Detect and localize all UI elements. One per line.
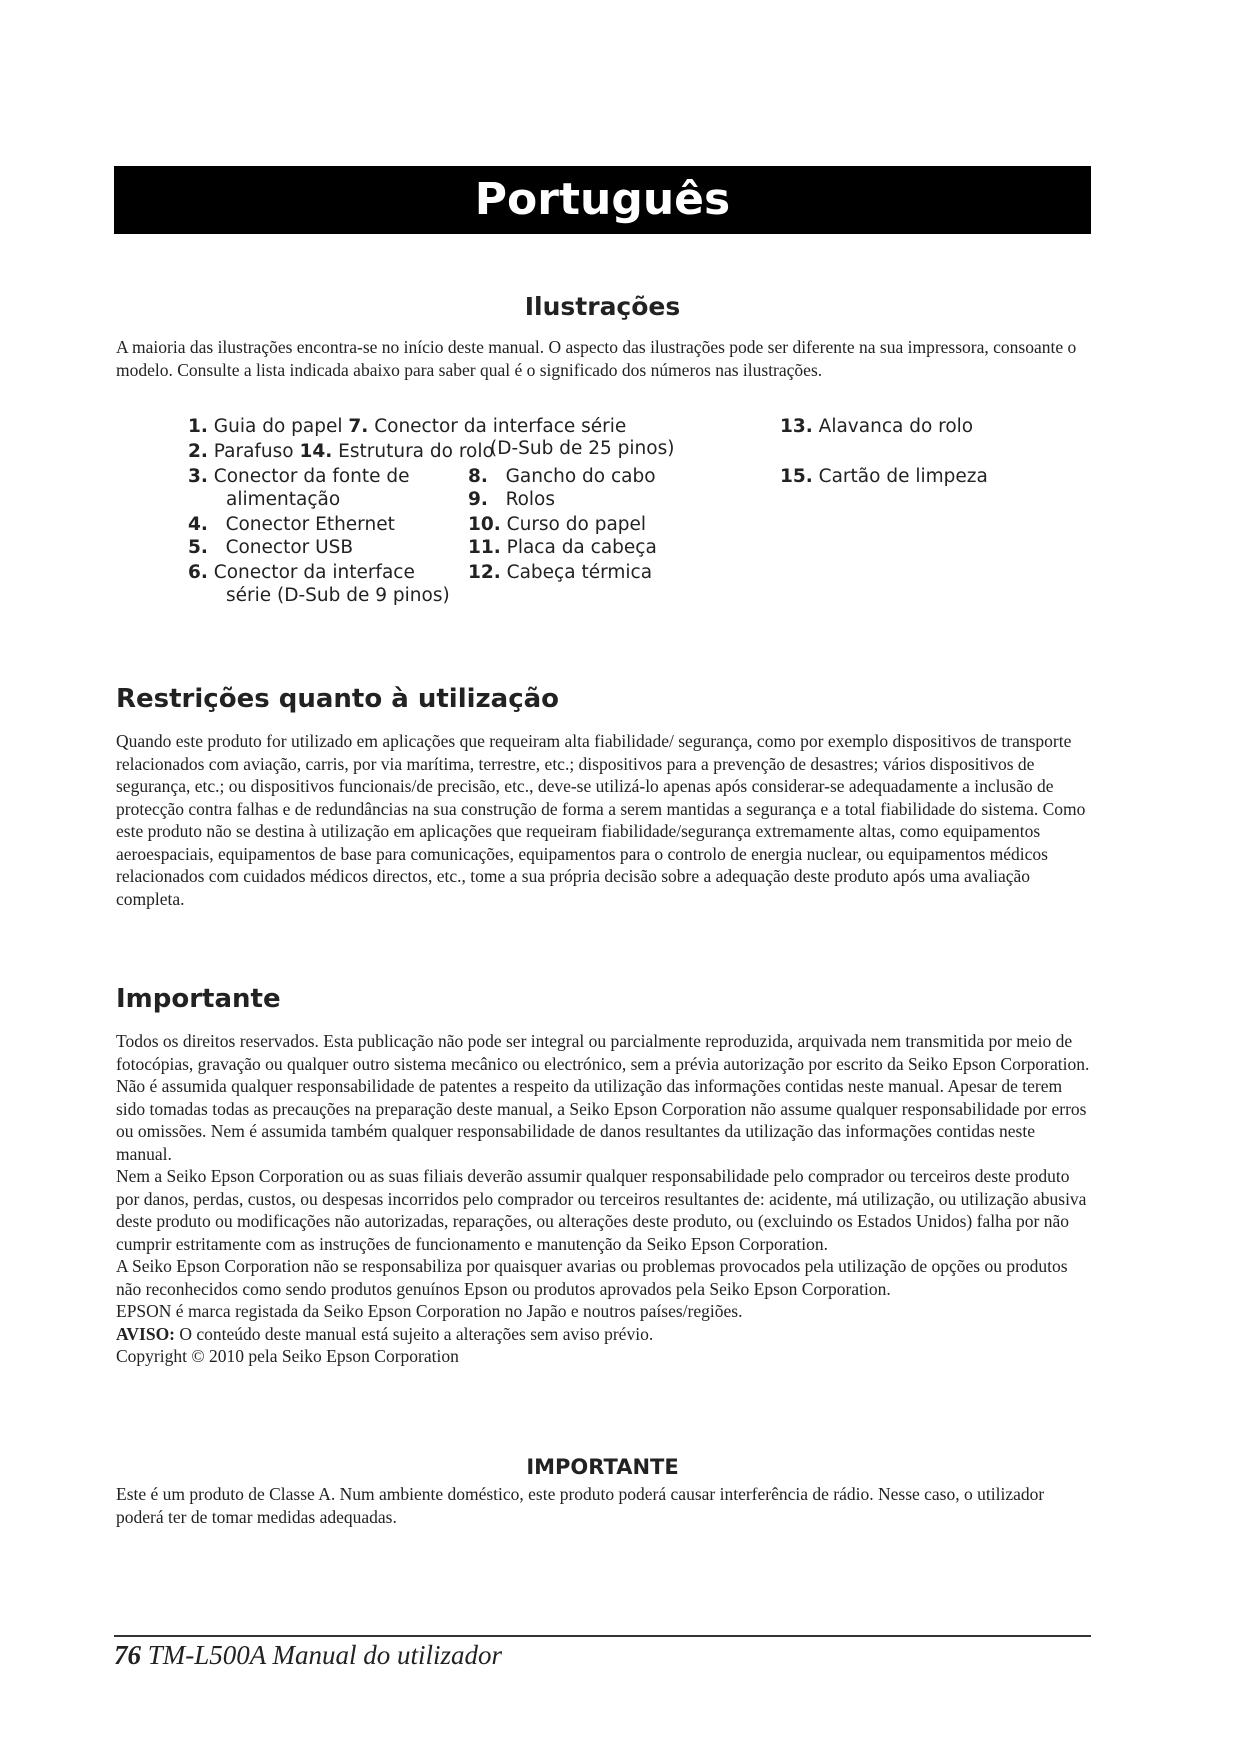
legend-item: 11. Placa da cabeça <box>468 537 657 558</box>
page-title: Português <box>474 174 731 225</box>
legend-item-continuation: (D-Sub de 25 pinos) <box>490 438 675 459</box>
legend-item: 5. Conector USB <box>188 537 354 558</box>
legend-item: 9. Rolos <box>468 489 556 510</box>
important-body <box>116 1030 1091 1368</box>
language-banner <box>114 166 1091 234</box>
page-number: 76 <box>114 1640 141 1670</box>
legend-item: 1. Guia do papel 7. Conector da interface série <box>188 416 627 437</box>
legend-item: 10. Curso do papel <box>468 514 647 535</box>
illustration-legend <box>188 415 1008 615</box>
restrictions-body: Quando este produto for utilizado em aplicações que requeiram alta fiabilidade/ segurança, como por exemplo dispositivos de transporte relacionados com aviação, carris, por via marítima, terrestre, etc.; dispositivos para a prevenção de desastres; vários dispositivos de segurança, etc.; ou dispositivos funcionais/de precisão, etc., deve-se utilizá-lo apenas após considerar-se adequadamente a inclusão de protecção contra falhas e de redundâncias na sua construção de forma a serem mantidas a segurança e a total fiabilidade do sistema. Como este produto não se destina à utilização em aplicações que requeiram fiabilidade/segurança extremamente altas, como equipamentos aeroespaciais, equipamentos de base para comunicações, equipamentos para o controlo de energia nuclear, ou equipamentos médicos relacionados com cuidados médicos directos, etc., tome a sua própria decisão sobre a adequação deste produto após uma avaliação completa. <box>116 731 1086 909</box>
footer-divider <box>114 1635 1091 1637</box>
important-caps-body: Este é um produto de Classe A. Num ambiente doméstico, este produto poderá causar interferência de rádio. Nesse caso, o utilizador poderá ter de tomar medidas adequadas. <box>116 1484 1045 1527</box>
illustrations-heading: Ilustrações <box>524 292 681 321</box>
legend-item-continuation: alimentação <box>226 489 341 510</box>
legend-item: 2. Parafuso 14. Estrutura do rolo <box>188 441 494 462</box>
legend-item: 4. Conector Ethernet <box>188 514 395 535</box>
notice-text: O conteúdo deste manual está sujeito a alterações sem aviso prévio. <box>175 1323 654 1344</box>
page-footer <box>114 1640 502 1671</box>
legend-item: 3. Conector da fonte de <box>188 466 410 487</box>
legend-item: 8. Gancho do cabo <box>468 466 656 487</box>
copyright-line: Copyright © 2010 pela Seiko Epson Corporation <box>116 1346 459 1366</box>
important-heading: Importante <box>116 984 281 1014</box>
legend-item: 13. Alavanca do rolo <box>780 416 974 437</box>
restrictions-heading: Restrições quanto à utilização <box>116 684 560 714</box>
manual-title: TM-L500A Manual do utilizador <box>141 1640 503 1670</box>
legend-item: 12. Cabeça térmica <box>468 562 653 583</box>
trademark-paragraph: EPSON é marca registada da Seiko Epson Corporation no Japão e noutros países/regiões. <box>116 1301 743 1321</box>
legend-item: 15. Cartão de limpeza <box>780 466 988 487</box>
illustrations-intro: A maioria das ilustrações encontra-se no início deste manual. O aspecto das ilustrações pode ser diferente na sua impressora, consoante o modelo. Consulte a lista indicada abaixo para saber qual é o significado dos números nas ilustrações. <box>116 337 1077 380</box>
notice-label: AVISO: <box>116 1323 176 1344</box>
notice-paragraph <box>116 1323 1091 1346</box>
legend-item: 6. Conector da interface <box>188 562 415 583</box>
important-caps-heading: IMPORTANTE <box>526 1455 679 1479</box>
legend-item-continuation: série (D-Sub de 9 pinos) <box>226 585 450 606</box>
important-paragraph: Nem a Seiko Epson Corporation ou as suas filiais deverão assumir qualquer responsabilidade pelo comprador ou terceiros deste produto por danos, perdas, custos, ou despesas incorridos pelo comprador ou terceiros resultantes de: acidente, má utilização, ou utilização abusiva deste produto ou modificações não autorizadas, reparações, ou alterações deste produto, ou (excluindo os Estados Unidos) falha por não cumprir estritamente com as instruções de funcionamento e manutenção da Seiko Epson Corporation. <box>116 1166 1087 1254</box>
important-paragraph: Todos os direitos reservados. Esta publicação não pode ser integral ou parcialmente reproduzida, arquivada nem transmitida por meio de fotocópias, gravação ou qualquer outro sistema mecânico ou electrónico, sem a prévia autorização por escrito da Seiko Epson Corporation. Não é assumida qualquer responsabilidade de patentes a respeito da utilização das informações contidas neste manual. Apesar de terem sido tomadas todas as precauções na preparação deste manual, a Seiko Epson Corporation não assume qualquer responsabilidade por erros ou omissões. Nem é assumida também qualquer responsabilidade de danos resultantes da utilização das informações contidas neste manual. <box>116 1031 1090 1164</box>
important-paragraph: A Seiko Epson Corporation não se responsabiliza por quaisquer avarias ou problemas provocados pela utilização de opções ou produtos não reconhecidos como sendo produtos genuínos Epson ou produtos aprovados pela Seiko Epson Corporation. <box>116 1256 1068 1299</box>
